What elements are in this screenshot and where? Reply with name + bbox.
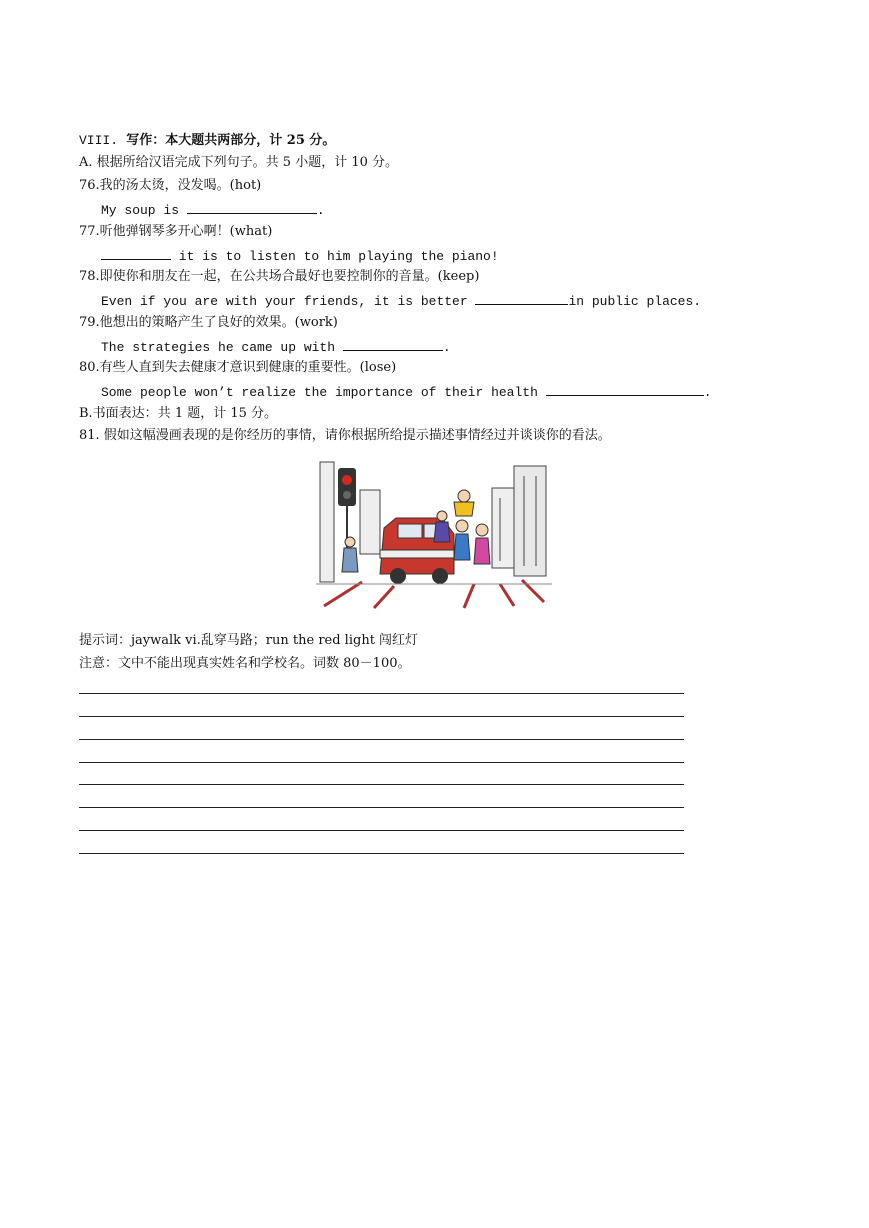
q78-prompt: 78.即使你和朋友在一起，在公共场合最好也要控制你的音量。(keep) <box>79 269 480 284</box>
writing-line[interactable] <box>79 853 684 854</box>
hint-words: 提示词：jaywalk vi.乱穿马路；run the red light 闯红灯 <box>79 633 419 648</box>
q78-sentence: Even if you are with your friends, it is better in public places. <box>101 291 701 311</box>
part-a-instructions: A. 根据所给汉语完成下列句子。共 5 小题，计 10 分。 <box>79 155 398 170</box>
q80-sentence: Some people won’t realize the importance of their health . <box>101 382 712 402</box>
part-b-instructions: B.书面表达：共 1 题，计 15 分。 <box>79 406 278 421</box>
writing-line[interactable] <box>79 784 684 785</box>
q80-prompt: 80.有些人直到失去健康才意识到健康的重要性。(lose) <box>79 360 397 375</box>
writing-line[interactable] <box>79 693 684 694</box>
q76-prompt: 76.我的汤太烫，没发喝。(hot) <box>79 178 262 193</box>
writing-line[interactable] <box>79 716 684 717</box>
writing-line[interactable] <box>79 739 684 740</box>
q77-answer-blank[interactable] <box>101 246 171 260</box>
traffic-light-icon <box>338 468 356 506</box>
jaywalking-cartoon-image <box>314 456 554 616</box>
q76-answer-blank[interactable] <box>187 200 317 214</box>
writing-line[interactable] <box>79 807 684 808</box>
writing-note: 注意：文中不能出现真实姓名和学校名。词数 80－100。 <box>79 656 411 671</box>
q76-sentence: My soup is . <box>101 200 325 220</box>
q81-prompt: 81. 假如这幅漫画表现的是你经历的事情，请你根据所给提示描述事情经过并谈谈你的看法。 <box>79 428 611 443</box>
section-title: VIII. 写作：本大题共两部分，计 25 分。 <box>79 133 336 148</box>
q79-answer-blank[interactable] <box>343 337 443 351</box>
q77-sentence: it is to listen to him playing the piano! <box>101 246 499 266</box>
writing-line[interactable] <box>79 762 684 763</box>
q77-prompt: 77.听他弹钢琴多开心啊！(what) <box>79 224 273 239</box>
q79-sentence: The strategies he came up with . <box>101 337 451 357</box>
q80-answer-blank[interactable] <box>546 382 704 396</box>
q78-answer-blank[interactable] <box>475 291 568 305</box>
writing-line[interactable] <box>79 830 684 831</box>
q79-prompt: 79.他想出的策略产生了良好的效果。(work) <box>79 315 338 330</box>
